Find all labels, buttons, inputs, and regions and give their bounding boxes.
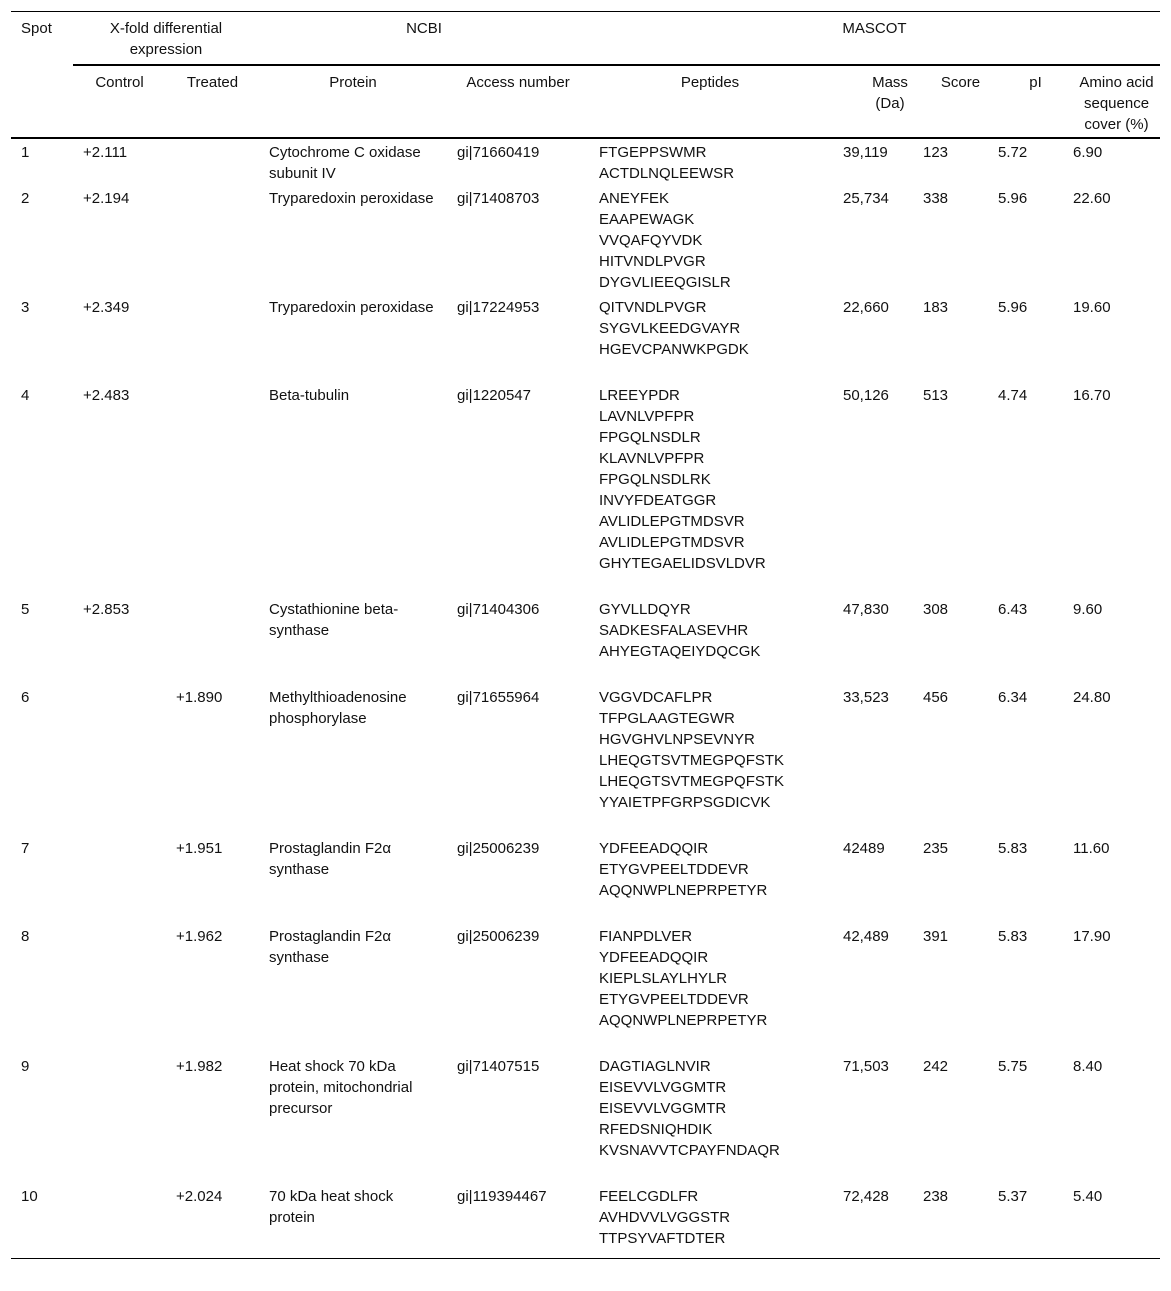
cell-mass: 71,503 [843, 1058, 889, 1075]
cell-protein: Prostaglandin F2α synthase [269, 928, 392, 966]
cell-spot: 6 [21, 689, 30, 706]
col-header-xfold: X-fold differential expression [73, 12, 259, 66]
peptide: DAGTIAGLNVIR [599, 1058, 711, 1075]
peptide: EAAPEWAGK [599, 211, 695, 228]
col-header-mass: Mass (Da) [831, 65, 923, 138]
cell-cover: 5.40 [1073, 1183, 1160, 1259]
cell-cover: 6.90 [1073, 144, 1103, 161]
peptide: KLAVNLVPFPR [599, 450, 705, 467]
cell-mass: 33,523 [843, 689, 889, 706]
cell-control: +2.483 [83, 387, 130, 404]
cell-score: 456 [923, 689, 949, 706]
cell-mass: 42489 [843, 840, 885, 857]
table-row [11, 835, 1160, 923]
cell-access: gi|1220547 [457, 387, 531, 404]
peptide: HGEVCPANWKPGDK [599, 341, 749, 358]
cell-treated: +1.890 [176, 689, 223, 706]
cell-protein: 70 kDa heat shock protein [259, 1183, 447, 1259]
peptide: TFPGLAAGTEGWR [599, 710, 735, 727]
cell-control [73, 923, 166, 1053]
cell-peptides [589, 185, 831, 294]
cell-pi: 5.96 [998, 190, 1028, 207]
peptide: QITVNDLPVGR [599, 299, 707, 316]
peptide: FPGQLNSDLR [599, 429, 701, 446]
cell-score: 338 [923, 190, 949, 207]
cell-access: gi|25006239 [457, 928, 540, 945]
cell-access: gi|71404306 [457, 601, 540, 618]
peptide: AVLIDLEPGTMDSVR [599, 513, 745, 530]
peptide: LHEQGTSVTMEGPQFSTK [599, 773, 785, 790]
peptide: YDFEEADQQIR [599, 949, 709, 966]
peptide: HITVNDLPVGR [599, 253, 706, 270]
cell-treated [166, 185, 259, 294]
peptide: FEELCGDLFR [599, 1188, 699, 1205]
cell-spot: 8 [21, 928, 30, 945]
cell-control: +2.349 [83, 299, 130, 316]
cell-cover: 22.60 [1073, 190, 1111, 207]
peptide: DYGVLIEEQGISLR [599, 274, 731, 291]
cell-cover: 16.70 [1073, 387, 1111, 404]
table-row [11, 923, 1160, 1053]
cell-access: gi|119394467 [447, 1183, 589, 1259]
cell-control [73, 835, 166, 923]
peptide-list [599, 687, 831, 813]
peptide: SADKESFALASEVHR [599, 622, 749, 639]
cell-control [73, 684, 166, 835]
table-row [11, 1183, 1160, 1259]
peptide: YDFEEADQQIR [599, 840, 709, 857]
cell-pi: 5.83 [998, 928, 1028, 945]
peptide: KIEPLSLAYLHYLR [599, 970, 728, 987]
peptide: HGVGHVLNPSEVNYR [599, 731, 755, 748]
cell-spot: 5 [21, 601, 30, 618]
peptide: VGGVDCAFLPR [599, 689, 713, 706]
cell-cover: 11.60 [1073, 840, 1110, 857]
peptide: AVHDVVLVGGSTR [599, 1209, 731, 1226]
peptide: LHEQGTSVTMEGPQFSTK [599, 752, 785, 769]
cell-control: +2.111 [83, 144, 128, 161]
cell-peptides [589, 684, 831, 835]
cell-cover: 17.90 [1073, 928, 1111, 945]
cell-access: gi|17224953 [457, 299, 540, 316]
table-row [11, 1053, 1160, 1183]
cell-access: gi|71655964 [457, 689, 540, 706]
cell-pi: 5.37 [998, 1183, 1073, 1259]
cell-control: +2.853 [83, 601, 130, 618]
col-header-ncbi: NCBI [259, 12, 589, 66]
cell-protein: Tryparedoxin peroxidase [269, 190, 434, 207]
cell-mass: 25,734 [843, 190, 889, 207]
cell-spot: 1 [21, 144, 30, 161]
peptide: FTGEPPSWMR [599, 144, 707, 161]
cell-treated: +1.982 [176, 1058, 223, 1075]
peptide: INVYFDEATGGR [599, 492, 717, 509]
peptide-list [599, 1186, 831, 1249]
peptide: EISEVVLVGGMTR [599, 1079, 727, 1096]
cell-access: gi|25006239 [457, 840, 540, 857]
cell-score: 238 [923, 1183, 998, 1259]
cell-pi: 5.72 [998, 144, 1028, 161]
peptide: FPGQLNSDLRK [599, 471, 711, 488]
cell-peptides [589, 596, 831, 684]
col-header-protein: Protein [259, 65, 447, 138]
cell-peptides [589, 138, 831, 185]
cell-peptides [589, 294, 831, 382]
table-row [11, 294, 1160, 382]
cell-treated [166, 138, 259, 185]
peptide: SYGVLKEEDGVAYR [599, 320, 741, 337]
cell-treated: +1.962 [176, 928, 223, 945]
cell-treated: +2.024 [166, 1183, 259, 1259]
cell-spot: 3 [21, 299, 30, 316]
peptide-list [599, 926, 831, 1031]
cell-control [73, 1053, 166, 1183]
peptide: ETYGVPEELTDDEVR [599, 991, 749, 1008]
cell-score: 242 [923, 1058, 949, 1075]
cell-score: 183 [923, 299, 949, 316]
cell-protein: Methylthioadenosine phosphorylase [269, 689, 407, 727]
cell-peptides [589, 1183, 831, 1259]
cell-treated [166, 294, 259, 382]
cell-access: gi|71660419 [457, 144, 540, 161]
cell-mass: 50,126 [843, 387, 889, 404]
cell-control [73, 1183, 166, 1259]
cell-pi: 5.96 [998, 299, 1028, 316]
cell-pi: 5.75 [998, 1058, 1028, 1075]
table-body [11, 138, 1160, 1259]
cell-score: 235 [923, 840, 949, 857]
cell-access: gi|71407515 [457, 1058, 540, 1075]
peptide: KVSNAVVTCPAYFNDAQR [599, 1142, 780, 1159]
cell-pi: 5.83 [998, 840, 1028, 857]
col-header-peptides: Peptides [589, 65, 831, 138]
peptide-list [599, 1056, 831, 1161]
table-row [11, 185, 1160, 294]
table-row [11, 596, 1160, 684]
cell-access: gi|71408703 [457, 190, 540, 207]
table-row [11, 382, 1160, 596]
results-table [11, 11, 1160, 1259]
peptide: ACTDLNQLEEWSR [599, 165, 735, 182]
cell-treated [166, 382, 259, 596]
cell-protein: Cytochrome C oxidase subunit IV [269, 144, 421, 182]
col-header-control: Control [73, 65, 166, 138]
col-header-access: Access number [447, 65, 589, 138]
col-header-pi: pI [998, 65, 1073, 138]
peptide-list [599, 188, 831, 293]
peptide: AQQNWPLNEPRPETYR [599, 882, 768, 899]
cell-spot: 9 [21, 1058, 30, 1075]
col-header-score: Score [923, 65, 998, 138]
peptide: LREEYPDR [599, 387, 680, 404]
cell-cover: 19.60 [1073, 299, 1111, 316]
peptide: FIANPDLVER [599, 928, 693, 945]
cell-treated [166, 596, 259, 684]
col-header-spot: Spot [11, 12, 73, 139]
col-header-mascot: MASCOT [589, 12, 1160, 66]
cell-peptides [589, 382, 831, 596]
peptide-list [599, 838, 831, 901]
peptide: ETYGVPEELTDDEVR [599, 861, 749, 878]
peptide: YYAIETPFGRPSGDICVK [599, 794, 771, 811]
header-row-columns [11, 65, 1160, 138]
peptide: VVQAFQYVDK [599, 232, 703, 249]
cell-score: 308 [923, 601, 949, 618]
peptide-list [599, 142, 831, 184]
cell-score: 123 [923, 144, 949, 161]
cell-control: +2.194 [83, 190, 130, 207]
cell-cover: 8.40 [1073, 1058, 1103, 1075]
peptide-list [599, 385, 831, 574]
col-header-coverage: Amino acid sequence cover (%) [1073, 65, 1160, 138]
peptide: AVLIDLEPGTMDSVR [599, 534, 745, 551]
cell-mass: 39,119 [843, 144, 888, 161]
cell-mass: 47,830 [843, 601, 889, 618]
cell-peptides [589, 923, 831, 1053]
cell-peptides [589, 1053, 831, 1183]
peptide: ANEYFEK [599, 190, 670, 207]
cell-score: 513 [923, 387, 949, 404]
cell-cover: 9.60 [1073, 601, 1103, 618]
cell-protein: Prostaglandin F2α synthase [269, 840, 392, 878]
cell-protein: Cystathionine beta-synthase [269, 601, 399, 639]
cell-spot: 7 [21, 840, 30, 857]
peptide: TTPSYVAFTDTER [599, 1230, 726, 1247]
cell-mass: 72,428 [831, 1183, 923, 1259]
peptide: EISEVVLVGGMTR [599, 1100, 727, 1117]
cell-spot: 2 [21, 190, 30, 207]
cell-pi: 4.74 [998, 387, 1028, 404]
cell-mass: 42,489 [843, 928, 889, 945]
cell-spot: 4 [21, 387, 30, 404]
cell-cover: 24.80 [1073, 689, 1111, 706]
cell-protein: Heat shock 70 kDa protein, mitochondrial precursor [269, 1058, 413, 1117]
cell-protein: Tryparedoxin peroxidase [269, 299, 434, 316]
col-header-treated: Treated [166, 65, 259, 138]
header-row-groups [11, 12, 1160, 66]
table-row [11, 684, 1160, 835]
cell-protein: Beta-tubulin [269, 387, 350, 404]
peptide: GHYTEGAELIDSVLDVR [599, 555, 766, 572]
cell-treated: +1.951 [176, 840, 223, 857]
peptide: AQQNWPLNEPRPETYR [599, 1012, 768, 1029]
peptide-list [599, 297, 831, 360]
cell-spot: 10 [11, 1183, 73, 1259]
cell-peptides [589, 835, 831, 923]
cell-score: 391 [923, 928, 949, 945]
peptide: RFEDSNIQHDIK [599, 1121, 713, 1138]
table-row [11, 138, 1160, 185]
peptide: GYVLLDQYR [599, 601, 691, 618]
peptide-list [599, 599, 831, 662]
cell-pi: 6.34 [998, 689, 1028, 706]
cell-mass: 22,660 [843, 299, 889, 316]
cell-pi: 6.43 [998, 601, 1028, 618]
peptide: LAVNLVPFPR [599, 408, 695, 425]
peptide: AHYEGTAQEIYDQCGK [599, 643, 761, 660]
